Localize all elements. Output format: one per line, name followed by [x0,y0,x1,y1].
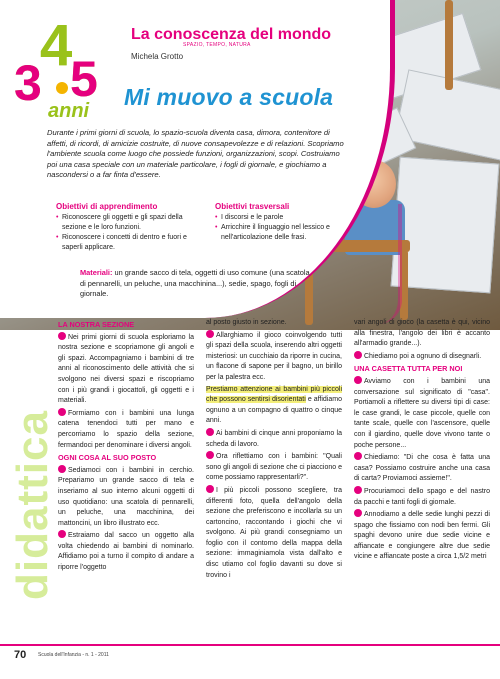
intro-text: Durante i primi giorni di scuola, lo spazio-scuola diventa casa, dimora, contenitore di affetti, di ricordi, di amicizie costruite, di nuove consapevolezze e di relazioni. Scopriamo l'ambiente scuola come luogo che possiede funzioni, organizzazioni, scopi. Costruiamo poi una casa speciale con un materiale particolare, i fogli di giornale, e giochiamo a nascondersi o a far finta d'essere. [47,128,344,180]
column-3 [354,318,490,564]
paragraph: Ora riflettiamo con i bambini: "Quali sono gli angoli di sezione che ci piacciono e come possiamo rappresentarli?". [206,453,342,482]
heading: UNA CASETTA TUTTA PER NOI [354,364,463,374]
highlighted-text: Prestiamo attenzione ai bambini più piccoli che possono sentirsi disorientati [206,385,342,404]
list-item: • Riconoscere gli oggetti e gli spazi della sezione e le loro funzioni. [56,213,206,233]
bullet-icon [354,376,362,384]
footer-divider [0,644,500,646]
paragraph: I più piccoli possono scegliere, tra differenti foto, quella dell'angolo della sezione che preferiscono e incollarla su un cartoncino, raccontando i giochi che vi svolgono. Ai più grandi consegniamo un foglio con il contorno della mappa della sezione: immaginiamola vista dall'alto e disc utiamo col foglio davanti su dove si trovino i [206,486,342,579]
section-subtitle: SPAZIO, TEMPO, NATURA [183,42,251,48]
bullet-icon [206,485,214,493]
column-2 [206,318,342,582]
bullet-icon [206,451,214,459]
transversal-objectives [215,202,335,243]
bullet-icon [354,486,362,494]
learning-objectives-title: Obiettivi di apprendimento [56,202,158,211]
section-title: La conoscenza del mondo [131,26,332,43]
paragraph: Sediamoci con i bambini in cerchio. Prepariamo un grande sacco di tela e inseriamo al suo interno alcuni oggetti di uso quotidiano: una scatola di pennarelli, un peluche, una macchinina, dei mattoncini, un libro illustrato ecc. [58,466,194,527]
list-item: • Riconoscere i concetti di dentro e fuori e saperli applicare. [56,233,206,253]
age-digit-top: 4 [40,13,73,78]
paragraph: Ai bambini di cinque anni proponiamo la scheda di lavoro. [206,429,342,448]
bullet-icon [206,330,214,338]
paragraph: Annodiamo a delle sedie lunghi pezzi di spago che fissiamo con nodi ben fermi. Gli spaghi devono unire due sedie vicine e affiancate e congiungere altre due sedie vicine e affiancate poste a circa 1,5/2 metri [354,511,490,561]
paragraph: Chiediamo: "Di che cosa è fatta una casa? Possiamo costruire anche una casa di carta? Proviamoci assieme!". [354,454,490,483]
bullet-icon [354,351,362,359]
paragraph: Chiediamo poi a ognuno di disegnarli. [364,352,482,360]
sidebar-word: didattica [8,410,57,600]
learning-objectives [56,202,206,253]
bullet-icon [206,428,214,436]
author: Michela Grotto [131,52,184,61]
paragraph: Allarghiamo il gioco coinvolgendo tutti gli spazi della scuola, inserendo altri oggetti misteriosi: un cucchiaio da riporre in cucina, un flacone di sapone per il bagno, un birillo per la palestra ecc. [206,331,342,381]
bullet-icon [354,509,362,517]
paragraph: e affidiamo ognuno a un compagno di quattro o cinque anni. [206,396,342,425]
bullet-icon [58,530,66,538]
page-title: Mi muovo a scuola [124,84,334,110]
column-1 [58,318,194,575]
materials-text: un grande sacco di tela, oggetti di uso comune (una scatola di pennarelli, un peluche, una macchinina...), sedie, spago, fogli di giornale. [80,268,310,299]
sidebar [0,330,57,660]
paragraph: vari angoli di gioco (la casetta è qui, vicino alla finestra, l'angolo dei libri è accanto all'armadio grande...). [354,319,490,348]
paragraph: Avviamo con i bambini una conversazione sul significato di "casa". Portiamoli a riflettere su diversi tipi di case: le case grandi, le case piccole, quelle con tante scale, quelle con l'ascensore, quelle con il giardino, quelle dove vivono tante o poche persone... [354,377,490,449]
materials-label: Materiali: [80,268,113,277]
bullet-icon [58,465,66,473]
magazine-name: Scuola dell'Infanzia - n. 1 - 2011 [38,652,109,658]
age-digit-left: 3 [14,55,42,111]
bullet-icon [58,332,66,340]
bullet-icon [58,408,66,416]
paragraph: Nei primi giorni di scuola esploriamo la nostra sezione e scopriamone gli angoli e gli spazi. Accompagniamo i bambini di tre anni al riconoscimento delle attività che si svolgono nei diversi spazi e riscopriamo con i più grandi i giocattoli, gli oggetti e i materiali. [58,333,194,405]
age-digit-right: 5 [70,51,98,107]
age-dot-icon [56,82,68,94]
list-item: • Arricchire il linguaggio nel lessico e nell'articolazione delle frasi. [215,223,335,243]
materials [80,268,312,300]
page-number: 70 [14,649,27,661]
bullet-icon [354,452,362,460]
chair-leg [445,0,453,90]
heading: LA NOSTRA SEZIONE [58,320,135,329]
paragraph: al posto giusto in sezione. [206,319,287,326]
paragraph: Estraiamo dal sacco un oggetto alla volta chiedendo ai bambini di nominarlo. Affidiamo poi a turno il compito di andare a riporre l'oggetto [58,532,194,572]
transversal-objectives-title: Obiettivi trasversali [215,202,290,211]
age-word: anni [48,100,90,122]
list-item: • I discorsi e le parole [215,213,335,223]
age-badge [10,14,120,122]
heading: OGNI COSA AL SUO POSTO [58,453,157,463]
paragraph: Procuriamoci dello spago e del nastro da pacchi e tanti fogli di giornale. [354,487,490,506]
paragraph: Formiamo con i bambini una lunga catena tenendoci tutti per mano e percorriamo lo spazio della sezione, fermandoci per denominare i diversi angoli. [58,409,194,449]
footer [0,644,500,679]
